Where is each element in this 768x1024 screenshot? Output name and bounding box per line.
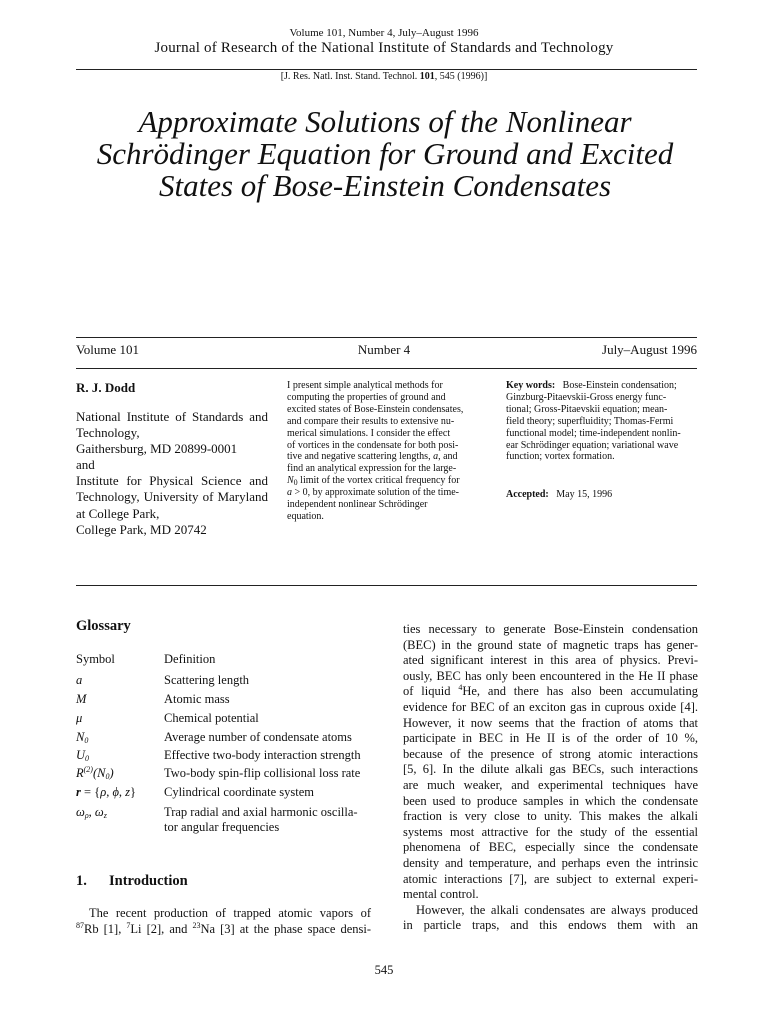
info-bar-top-rule (76, 337, 697, 338)
abstract-line: tive and negative scattering lengths, a, and (287, 451, 458, 463)
section-title: Introduction (109, 873, 188, 889)
glossary-definition: Effective two-body interaction strength (164, 748, 361, 762)
accepted-date (506, 489, 612, 500)
title-line: Approximate Solutions of the Nonlinear (138, 104, 632, 139)
glossary-symbol: M (76, 692, 87, 706)
author-affiliation (76, 409, 268, 538)
info-bar-number: Number 4 (357, 342, 411, 357)
keywords-first-line (506, 380, 698, 392)
header-rule (76, 69, 697, 70)
abstract-line: a > 0, by approximate solution of the time- (287, 487, 459, 499)
body-line: (BEC) in the ground state of magnetic traps has gener- (403, 637, 698, 652)
abstract-line: $N_0$ limit of the vortex critical frequency for (287, 475, 460, 488)
body-line: atomic interactions [7], are subject to external experi- (403, 871, 698, 886)
abstract-line: computing the properties of ground and (287, 391, 446, 403)
glossary-symbol: $R^{(2)}(N_0)$ (76, 765, 114, 781)
affiliation-line: Gaithersburg, MD 20899-0001 (76, 441, 238, 457)
body-line: The recent production of trapped atomic vapors of (89, 906, 371, 920)
abstract-line: and compare their results to extensive nu- (287, 415, 455, 427)
keywords-line: Bose-Einstein condensation; (562, 380, 677, 391)
affiliation-line: College Park, MD 20742 (76, 521, 207, 537)
body-line: ated significant interest in this area of physics. Previ- (403, 653, 698, 668)
body-line: However, the alkali condensates are always produced (416, 902, 698, 917)
glossary-heading: Glossary (76, 618, 131, 634)
glossary-symbol: $U_0$ (76, 748, 90, 763)
glossary-symbol: μ (76, 711, 83, 725)
glossary-definition: Chemical potential (164, 711, 259, 725)
body-line: evidence for BEC of an exciton gas in cuprous oxide [4]. (403, 699, 698, 714)
body-line: density and temperature, and perhaps even the intrinsic (403, 855, 698, 870)
journal-name: Journal of Research of the National Institute of Standards and Technology (154, 40, 614, 56)
body-line: participate in BEC in He II is of the order of 10 %, (403, 731, 698, 746)
abstract-line: of vortices in the condensate for both posi- (287, 439, 459, 451)
glossary-definition: Two-body spin-flip collisional loss rate (164, 766, 361, 780)
abstract-line: find an analytical expression for the large- (287, 463, 457, 475)
citation: [J. Res. Natl. Inst. Stand. Technol. 101, 545 (1996)] (280, 71, 488, 82)
article-title (60, 106, 710, 202)
keywords-line: field theory; superfluidity; Thomas-Fermi (506, 415, 674, 427)
affiliation-line: and (76, 457, 95, 473)
glossary-definition: Average number of condensate atoms (164, 730, 352, 744)
info-bar-bottom-rule (76, 368, 697, 369)
keywords (506, 380, 698, 463)
body-line: fraction is very close to unity. This makes the alkali (403, 809, 698, 824)
body-line: of liquid $^4$He, and there has also been accumulating (403, 683, 698, 699)
keywords-label: Key words: (506, 380, 556, 391)
keywords-line: function; vortex formation. (506, 451, 615, 463)
body-line: phenomena of BEC, especially since the condensate (403, 840, 698, 855)
keywords-line: Ginzburg-Pitaevskii-Gross energy func- (506, 391, 667, 403)
accepted-label: Accepted: (506, 489, 549, 500)
glossary-symbol: $\omega_\rho$, $\omega_z$ (76, 805, 107, 820)
info-bar-volume: Volume 101 (76, 342, 139, 357)
affiliation-line: National Institute of Standards and (76, 409, 268, 424)
abstract-line: merical simulations. I consider the effect (287, 427, 451, 439)
body-line: $^{87}$Rb [1], $^7$Li [2], and $^{23}$Na [3] at the phase space densi- (76, 920, 371, 936)
keywords-line: ear Schrödinger equation; variational wave (506, 439, 679, 451)
title-line: Schrödinger Equation for Ground and Excited (96, 136, 674, 171)
glossary-definition-header: Definition (164, 652, 216, 666)
accepted-value: May 15, 1996 (556, 489, 613, 500)
abstract (287, 380, 477, 523)
abstract-line: I present simple analytical methods for (287, 380, 443, 391)
page-number: 545 (374, 963, 394, 977)
intro-right-text (403, 622, 698, 934)
introduction-heading (76, 873, 188, 890)
body-line: because of the presence of strong atomic interactions (403, 746, 698, 761)
intro-left-text (76, 906, 371, 937)
glossary-symbol: r = {ρ, ϕ, z} (76, 785, 137, 799)
glossary-symbol: a (76, 673, 83, 687)
volume-issue-line: Volume 101, Number 4, July–August 1996 (289, 27, 479, 39)
body-line: been used to produce samples in which the condensate (403, 793, 698, 808)
body-line: However, it now seems that the fraction of atoms that (403, 715, 698, 730)
keywords-line: tional; Gross-Pitaevskii equation; mean- (506, 403, 668, 415)
glossary-definition: Trap radial and axial harmonic oscilla- tor angular frequencies (164, 805, 358, 834)
author-name: R. J. Dodd (76, 380, 136, 395)
keywords-line: functional model; time-independent nonlin- (506, 427, 681, 439)
glossary-definition: Cylindrical coordinate system (164, 785, 314, 799)
body-line: [5, 6]. In the dilute alkali gas BECs, such interactions (403, 762, 698, 777)
body-line: ties necessary to generate Bose-Einstein condensation (403, 622, 698, 636)
title-line: States of Bose-Einstein Condensates (158, 168, 612, 203)
abstract-line: excited states of Bose-Einstein condensates, (287, 403, 464, 415)
section-number: 1. (76, 873, 87, 889)
body-line: are much weaker, and experimental techniques have (403, 777, 698, 792)
glossary-symbol: $N_0$ (76, 730, 89, 745)
affiliation-line: Institute for Physical Science and (76, 473, 268, 489)
abstract-line: equation. (287, 510, 324, 522)
body-line: systems most attractive for the study of the essential (403, 824, 698, 839)
front-matter-rule (76, 585, 697, 586)
info-bar-date: July–August 1996 (602, 342, 697, 357)
body-line: ously, BEC has only been encountered in the He II phase (403, 668, 698, 683)
affiliation-line: at College Park, (76, 505, 160, 521)
affiliation-line: Technology, (76, 425, 140, 441)
body-line: in particle traps, and this endows them with an (403, 918, 698, 933)
affiliation-line: Technology, University of Maryland (76, 489, 268, 505)
glossary-definition: Scattering length (164, 673, 250, 687)
body-line: mental control. (403, 887, 479, 902)
glossary-symbol-header: Symbol (76, 652, 115, 666)
abstract-line: independent nonlinear Schrödinger (287, 499, 428, 511)
glossary-definition: Atomic mass (164, 692, 230, 706)
